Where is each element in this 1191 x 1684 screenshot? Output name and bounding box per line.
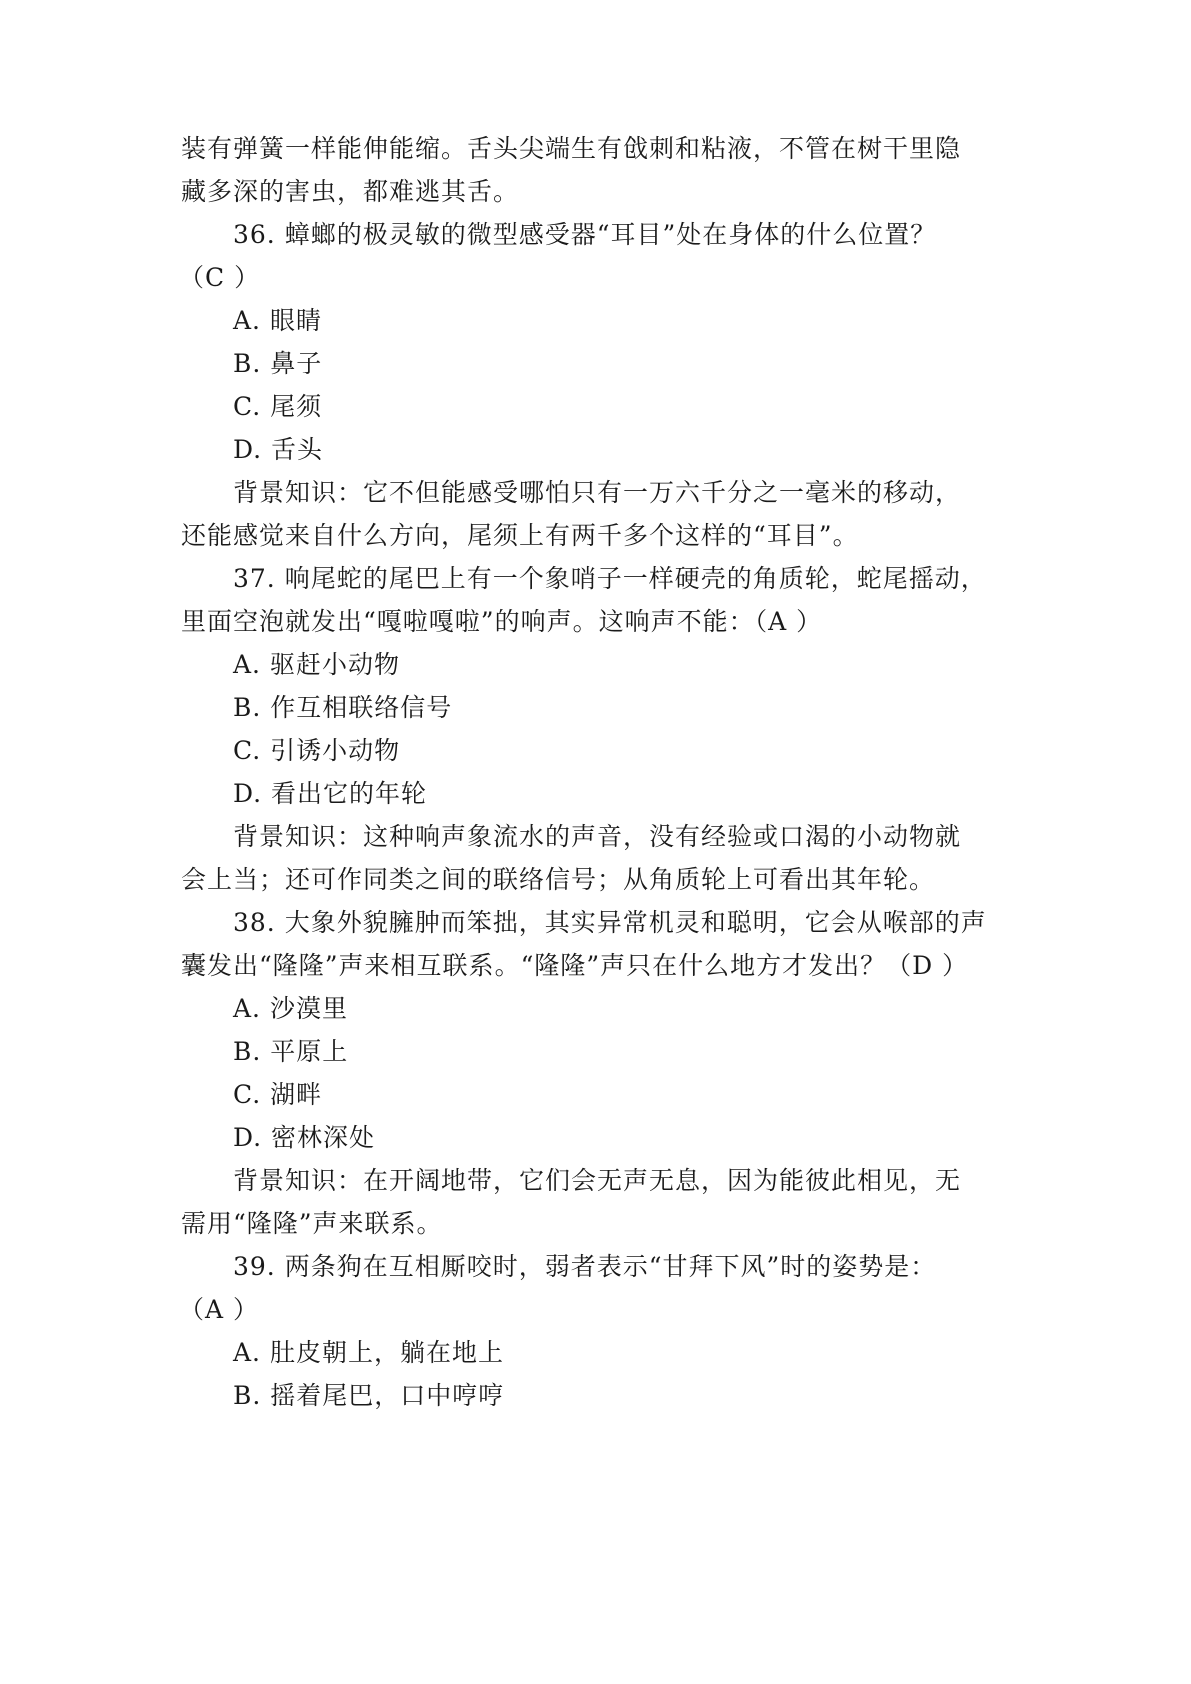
text-line: 里面空泡就发出“嘎啦嘎啦”的响声。这响声不能：（A ） [181,607,823,636]
text-line: 会上当；还可作同类之间的联络信号；从角质轮上可看出其年轮。 [181,865,936,894]
option-a: A. 肚皮朝上，躺在地上 [233,1338,504,1367]
option-b: B. 摇着尾巴，口中哼哼 [233,1381,505,1410]
option-a: A. 眼睛 [233,306,322,335]
option-c: C. 湖畔 [233,1080,323,1109]
option-d: D. 舌头 [233,435,324,464]
text-line: 藏多深的害虫，都难逃其舌。 [181,177,520,206]
text-line: 还能感觉来自什么方向，尾须上有两千多个这样的“耳目”。 [181,521,859,550]
text-line: 需用“隆隆”声来联系。 [181,1209,443,1238]
background-knowledge: 背景知识：在开阔地带，它们会无声无息，因为能彼此相见，无 [233,1166,962,1195]
background-knowledge: 背景知识：这种响声象流水的声音，没有经验或口渴的小动物就 [233,822,962,851]
question-39: 39. 两条狗在互相厮咬时，弱者表示“甘拜下风”时的姿势是： [233,1252,937,1281]
option-c: C. 引诱小动物 [233,736,401,765]
option-b: B. 平原上 [233,1037,349,1066]
question-37: 37. 响尾蛇的尾巴上有一个象哨子一样硬壳的角质轮，蛇尾摇动， [233,564,987,593]
text-line: 囊发出“隆隆”声来相互联系。“隆隆”声只在什么地方才发出？（D ） [181,951,969,980]
option-a: A. 驱赶小动物 [233,650,400,679]
answer-39: （A ） [179,1295,260,1324]
answer-36: （C ） [179,263,261,292]
option-b: B. 作互相联络信号 [233,693,453,722]
question-36: 36. 蟑螂的极灵敏的微型感受器“耳目”处在身体的什么位置？ [233,220,937,249]
text-line: 装有弹簧一样能伸能缩。舌头尖端生有戗刺和粘液，不管在树干里隐 [181,134,962,163]
option-c: C. 尾须 [233,392,323,421]
option-b: B. 鼻子 [233,349,323,378]
option-d: D. 看出它的年轮 [233,779,428,808]
background-knowledge: 背景知识：它不但能感受哪怕只有一万六千分之一毫米的移动， [233,478,962,507]
option-a: A. 沙漠里 [233,994,348,1023]
question-38: 38. 大象外貌臃肿而笨拙，其实异常机灵和聪明，它会从喉部的声 [233,908,987,937]
option-d: D. 密林深处 [233,1123,376,1152]
